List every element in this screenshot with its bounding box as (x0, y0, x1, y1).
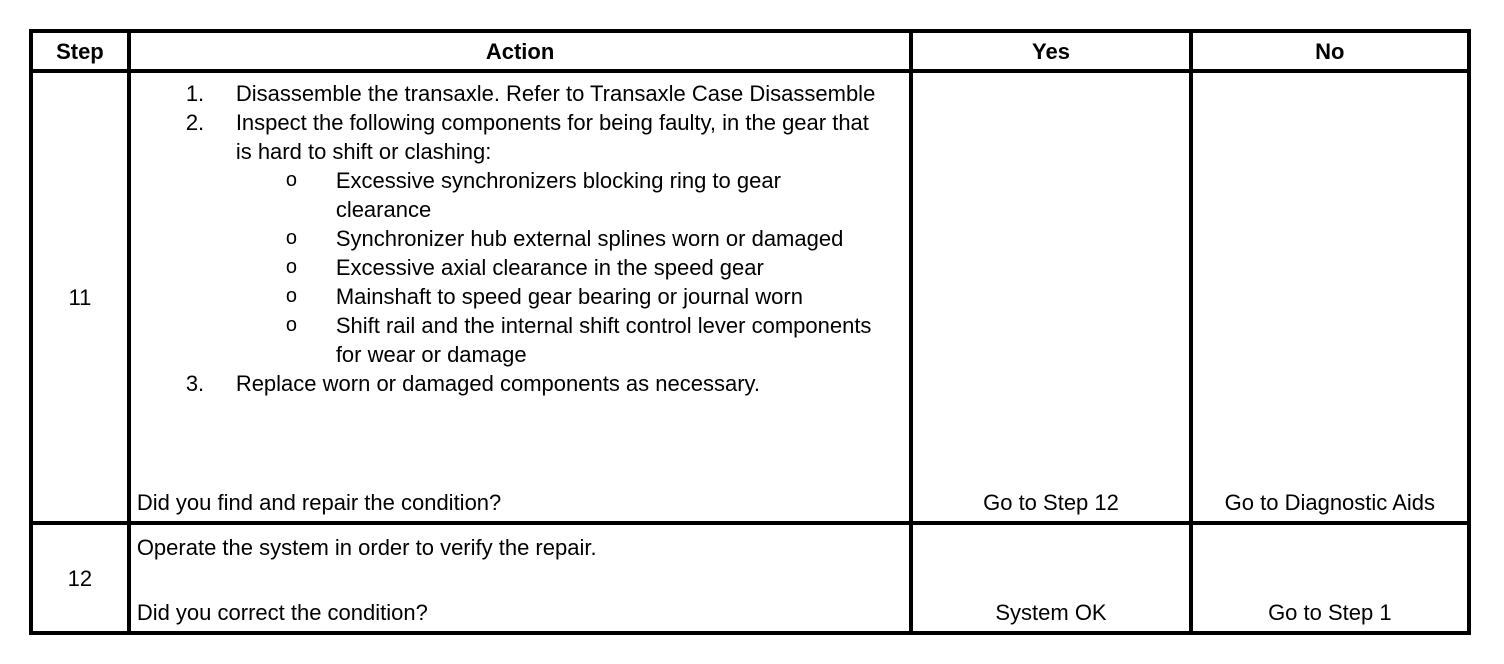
sublist-item-text: Excessive axial clearance in the speed gear (335, 255, 764, 280)
list-item (131, 108, 910, 369)
circle-bullet-icon: o (285, 256, 297, 278)
list-item-text: Inspect the following components for being faulty, in the gear that is hard to shift or clashing: (235, 110, 869, 164)
yes-cell (911, 71, 1190, 523)
list-item-number: 1. (185, 81, 205, 106)
list-item-text: Disassemble the transaxle. Refer to Transaxle Case Disassemble (235, 81, 876, 106)
step-number: 11 (31, 71, 129, 523)
question-text: Did you correct the condition? (136, 600, 428, 625)
sublist-item-text: Mainshaft to speed gear bearing or journal worn (335, 284, 803, 309)
header-step: Step (31, 31, 129, 71)
action-steps-list (131, 73, 910, 398)
yes-cell (911, 523, 1190, 633)
list-item (131, 369, 910, 398)
sublist-item (236, 253, 880, 282)
diagnostic-table (29, 29, 1471, 635)
table-row-step-11 (31, 71, 1469, 523)
yes-answer-link[interactable]: Go to Step 12 (983, 490, 1119, 515)
no-cell (1191, 71, 1469, 523)
question-text: Did you find and repair the condition? (136, 490, 502, 515)
list-item-number: 3. (185, 371, 205, 396)
circle-bullet-icon: o (285, 169, 297, 191)
action-cell (129, 71, 912, 523)
yes-answer-text: System OK (995, 600, 1107, 625)
step-number: 12 (31, 523, 129, 633)
sublist-item-text: Excessive synchronizers blocking ring to gear clearance (335, 168, 781, 222)
circle-bullet-icon: o (285, 314, 297, 336)
sublist-item (236, 166, 880, 224)
circle-bullet-icon: o (285, 227, 297, 249)
sublist-item-text: Synchronizer hub external splines worn or damaged (335, 226, 844, 251)
no-answer-link[interactable]: Go to Diagnostic Aids (1224, 490, 1435, 515)
list-item-text: Replace worn or damaged components as necessary. (235, 371, 761, 396)
action-cell (129, 523, 912, 633)
list-item (131, 79, 910, 108)
component-sublist (236, 166, 880, 369)
list-item-number: 2. (185, 110, 205, 135)
header-action: Action (129, 31, 912, 71)
header-row (31, 31, 1469, 71)
sublist-item (236, 224, 880, 253)
table-row-step-12 (31, 523, 1469, 633)
sublist-item-text: Shift rail and the internal shift control lever components for wear or damage (335, 313, 872, 367)
no-cell (1191, 523, 1469, 633)
sublist-item (236, 311, 880, 369)
circle-bullet-icon: o (285, 285, 297, 307)
no-answer-link[interactable]: Go to Step 1 (1268, 600, 1392, 625)
sublist-item (236, 282, 880, 311)
header-no: No (1191, 31, 1469, 71)
header-yes: Yes (911, 31, 1190, 71)
action-text: Operate the system in order to verify the repair. (136, 535, 597, 560)
